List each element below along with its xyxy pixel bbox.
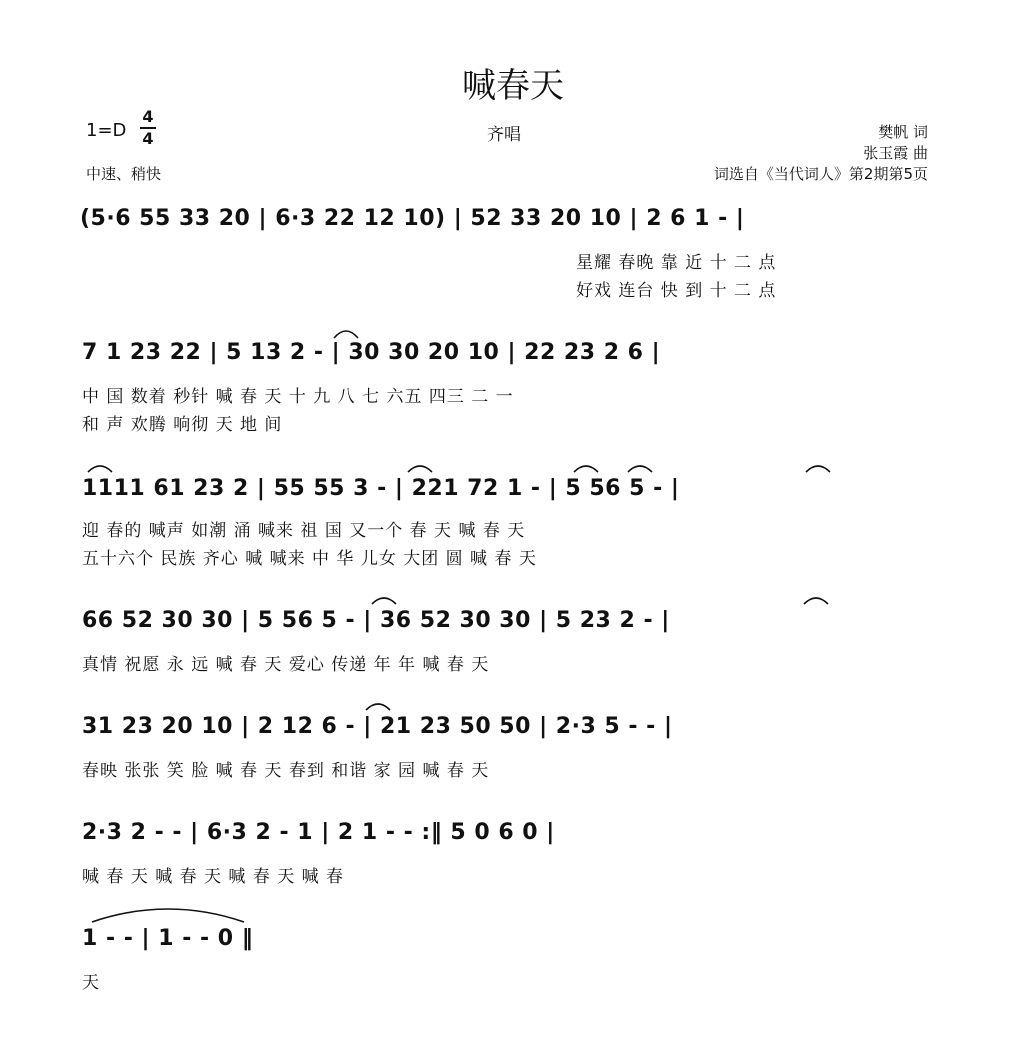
slur-arc bbox=[804, 598, 828, 604]
lyric-row-4-verse-1: 真情 祝愿 永 远 喊 春 天 爱心 传递 年 年 喊 春 天 bbox=[82, 655, 490, 675]
lyric-row-2-verse-1: 中 国 数着 秒针 喊 春 天 十 九 八 七 六五 四三 二 一 bbox=[82, 387, 514, 407]
slur-arc bbox=[574, 466, 598, 472]
notation-row-3: 1111 61 23 2 | 55 55 3 - | 221 72 1 - | 5 56 5 - | bbox=[82, 476, 680, 501]
notation-row-5: 31 23 20 10 | 2 12 6 - | 21 23 50 50 | 2·3 5 - - | bbox=[82, 714, 673, 739]
lyric-row-3-verse-1: 迎 春的 喊声 如潮 涌 喊来 祖 国 又一个 春 天 喊 春 天 bbox=[82, 521, 526, 541]
notation-row-6: 2·3 2 - - | 6·3 2 - 1 | 2 1 - - :‖ 5 0 6 0 | bbox=[82, 820, 555, 845]
performance-type: 齐唱 bbox=[487, 125, 521, 145]
lyric-row-7-verse-1: 天 bbox=[82, 973, 100, 993]
slur-arc bbox=[628, 466, 652, 472]
slur-arc bbox=[334, 331, 358, 338]
tempo-marking: 中速、稍快 bbox=[86, 165, 162, 183]
time-signature-top: 4 bbox=[142, 107, 154, 126]
notation-row-1: (5·6 55 33 20 | 6·3 22 12 10) | 52 33 20 10 | 2 6 1 - | bbox=[80, 206, 745, 231]
lyric-row-1-verse-2: 好戏 连台 快 到 十 二 点 bbox=[576, 281, 777, 301]
lyric-row-5-verse-1: 春映 张张 笑 脸 喊 春 天 春到 和谐 家 园 喊 春 天 bbox=[82, 761, 490, 781]
slur-arc bbox=[806, 466, 830, 472]
notation-row-2: 7 1 23 22 | 5 13 2 - | 30 30 20 10 | 22 23 2 6 | bbox=[82, 340, 661, 365]
lyric-row-6-verse-1: 喊 春 天 喊 春 天 喊 春 天 喊 春 bbox=[82, 867, 345, 887]
lyric-row-3-verse-2: 五十六个 民族 齐心 喊 喊来 中 华 儿女 大团 圆 喊 春 天 bbox=[82, 549, 537, 569]
lyric-row-1-verse-1: 星耀 春晚 靠 近 十 二 点 bbox=[576, 253, 777, 273]
notation-row-7: 1 - - | 1 - - 0 ‖ bbox=[82, 926, 254, 951]
slur-arc bbox=[366, 704, 390, 710]
lyricist-credit: 樊帆 词 bbox=[878, 123, 928, 141]
lyric-row-2-verse-2: 和 声 欢腾 响彻 天 地 间 bbox=[82, 415, 283, 435]
key-signature: 1=D bbox=[86, 120, 127, 141]
composer-credit: 张玉霞 曲 bbox=[863, 144, 928, 162]
notation-row-4: 66 52 30 30 | 5 56 5 - | 36 52 30 30 | 5 23 2 - | bbox=[82, 608, 670, 633]
tie-arc bbox=[92, 909, 244, 922]
slur-arc bbox=[372, 598, 396, 604]
time-signature-bottom: 4 bbox=[142, 129, 154, 148]
song-title: 喊春天 bbox=[462, 66, 564, 106]
source-credit: 词选自《当代词人》第2期第5页 bbox=[713, 165, 928, 183]
slur-arc bbox=[408, 466, 432, 472]
slur-arc bbox=[88, 466, 112, 472]
